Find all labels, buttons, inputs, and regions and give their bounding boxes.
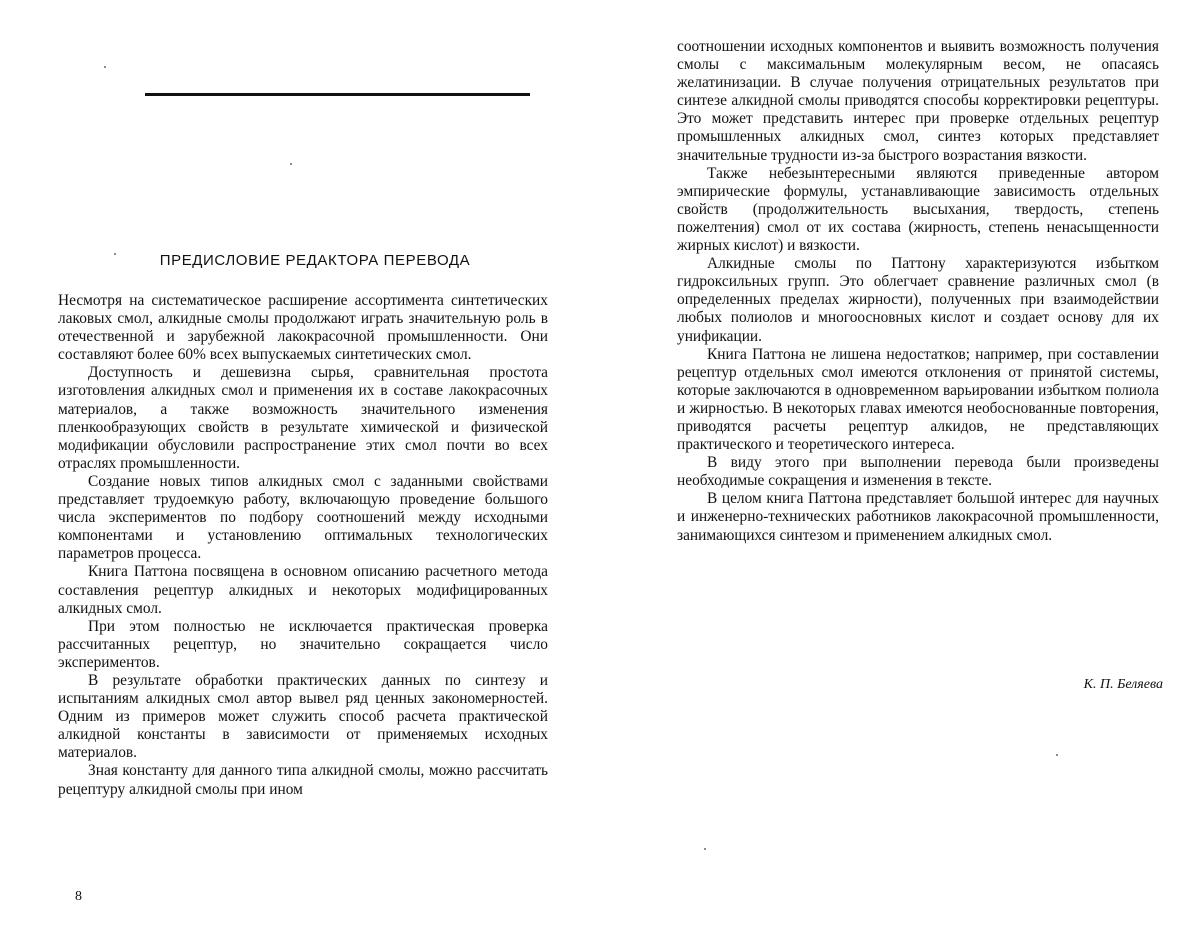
preface-heading: ПРЕДИСЛОВИЕ РЕДАКТОРА ПЕРЕВОДА [159,252,471,269]
paragraph: В виду этого при выполнении перевода были произведены необходимые сокращения и изменения в тексте. [677,454,1159,490]
paragraph: В целом книга Паттона представляет большой интерес для научных и инженерно-технических работников лакокрасочной промышленности, занимающихся синтезом и применением алкидных смол. [677,490,1159,544]
paragraph: Книга Паттона не лишена недостатков; например, при составлении рецептур отдельных смол имеются отклонения от принятой системы, которые заключаются в одновременном варьировании избытком полиола и жирностью. В некоторых главах имеются необоснованные повторения, приводятся расчеты рецептур алкидов, не представляющих практического и теоретического интереса. [677,345,1159,454]
paragraph: При этом полностью не исключается практическая проверка рассчитанных рецептур, но значительно сокращается число экспериментов. [58,617,548,671]
paragraph: Книга Паттона посвящена в основном описанию расчетного метода составления рецептур алкидных и некоторых модифицированных алкидных смол. [58,563,548,617]
paragraph: соотношении исходных компонентов и выявить возможность получения смолы с максимальным молекулярным весом, не опасаясь желатинизации. В случае получения отрицательных результатов при синтезе алкидной смолы приводятся способы корректировки рецептуры. Это может представить интерес при проверке отдельных рецептур промышленных алкидных смол, синтез которых представляет значительные трудности из-за быстрого возрастания вязкости. [677,38,1159,164]
scan-speck [104,66,106,68]
paragraph: Создание новых типов алкидных смол с заданными свойствами представляет трудоемкую работу, включающую проведение большого числа экспериментов по подбору соотношений между исходными компонентами и установлению оптимальных технологических параметров процесса. [58,472,548,563]
top-rule [145,93,530,96]
paragraph: Алкидные смолы по Паттону характеризуются избытком гидроксильных групп. Это облегчает сравнение различных смол (в определенных пределах жирности), полученных при взаимодействии любых полиолов и многоосновных кислот и создает основу для их унификации. [677,255,1159,345]
paragraph: Доступность и дешевизна сырья, сравнительная простота изготовления алкидных смол и применения их в составе лакокрасочных материалов, а также возможность значительного изменения пленкообразующих свойств в результате химической и физической модификации обусловили распространение этих смол почти во всех отраслях промышленности. [58,364,548,472]
paragraph: Зная константу для данного типа алкидной смолы, можно рассчитать рецептуру алкидной смолы при ином [58,762,548,798]
right-body-text [677,38,1159,545]
scan-speck [1056,754,1058,756]
paragraph: Также небезынтересными являются приведенные автором эмпирические формулы, устанавливающие зависимость отдельных свойств (продолжительность высыхания, твердость, степень пожелтения) смол от их состава (жирность, степень ненасыщенности жирных кислот) и вязкости. [677,164,1159,255]
paragraph: В результате обработки практических данных по синтезу и испытаниям алкидных смол автор вывел ряд ценных закономерностей. Одним из примеров может служить способ расчета практической алкидной константы в зависимости от применяемых исходных материалов. [58,671,548,762]
editor-signature: К. П. Беляева [1083,677,1163,692]
scan-speck [290,163,292,165]
page-number: 8 [75,889,82,904]
paragraph: Несмотря на систематическое расширение ассортимента синтетических лаковых смол, алкидные смолы продолжают играть значительную роль в отечественной и зарубежной лакокрасочной промышленности. Они составляют более 60% всех выпускаемых синтетических смол. [58,292,548,364]
right-page [600,0,1200,937]
scan-speck [704,848,706,850]
left-body-text [58,292,548,799]
